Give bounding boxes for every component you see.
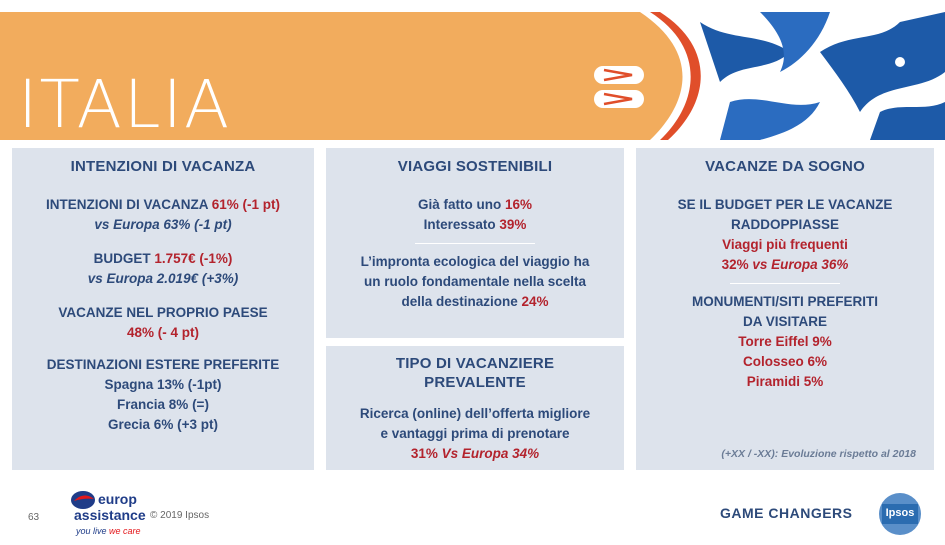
europa-value: vs Europa 36%	[752, 257, 849, 272]
divider	[415, 243, 535, 244]
intenzioni-europa: vs Europa 63% (-1 pt)	[94, 217, 232, 232]
panel-heading: VACANZE DA SOGNO	[705, 158, 865, 175]
ea-tagline	[76, 526, 141, 536]
value: 16%	[504, 197, 533, 212]
destinazione-spagna: Spagna 13% (-1pt)	[104, 377, 222, 392]
vacanze-paese-label: VACANZE NEL PROPRIO PAESE	[58, 305, 268, 320]
impronta-line-2: un ruolo fondamentale nella scelta	[363, 274, 587, 289]
page-number: 63	[28, 512, 40, 523]
monumento-colosseo: Colosseo 6%	[742, 354, 828, 369]
monumento-piramidi: Piramidi 5%	[746, 374, 824, 389]
ipsos-logo	[878, 492, 922, 536]
header-banner	[0, 12, 945, 140]
panel-sostenibili	[326, 148, 624, 338]
europa-value: Vs Europa 34%	[441, 446, 540, 461]
intenzioni-line	[12, 195, 314, 215]
budget-doppio-2: RADDOPPIASSE	[730, 217, 840, 232]
game-changers-text: GAME CHANGERS	[720, 505, 853, 521]
label: BUDGET	[93, 251, 155, 266]
label: Già fatto uno	[417, 197, 505, 212]
budget-doppio-1: SE IL BUDGET PER LE VACANZE	[677, 197, 893, 212]
divider	[730, 283, 840, 284]
budget-europa: vs Europa 2.019€ (+3%)	[87, 271, 239, 286]
panel-heading: INTENZIONI DI VACANZA	[70, 158, 256, 175]
ipsos-text: Ipsos	[885, 507, 915, 519]
panel-heading-2: PREVALENTE	[424, 374, 526, 391]
label: Interessato	[423, 217, 500, 232]
monumenti-label-2: DA VISITARE	[742, 314, 827, 329]
impronta-line-1: L’impronta ecologica del viaggio ha	[360, 254, 590, 269]
flip-flops-icon	[592, 62, 646, 114]
ea-word-bottom: assistance	[74, 507, 146, 523]
budget-line	[12, 249, 314, 269]
value: 39%	[499, 217, 527, 232]
ricerca-value	[326, 444, 624, 464]
panel-heading: VIAGGI SOSTENIBILI	[397, 158, 553, 175]
vacanze-paese-value: 48% (- 4 pt)	[126, 325, 199, 340]
interessato-line	[326, 215, 624, 235]
destinazione-grecia: Grecia 6% (+3 pt)	[108, 417, 218, 432]
copyright: © 2019 Ipsos	[150, 510, 210, 521]
destinazione-francia: Francia 8% (=)	[117, 397, 209, 412]
value: 31%	[410, 446, 442, 461]
tagline-b: we care	[109, 526, 141, 536]
panel-heading-1: TIPO DI VACANZIERE	[395, 355, 555, 372]
ea-word-top: europ	[98, 491, 137, 507]
value: 32%	[721, 257, 753, 272]
footer	[0, 482, 945, 545]
page-title: ITALIA	[18, 66, 232, 140]
panel-intenzioni	[12, 148, 314, 470]
label: della destinazione	[401, 294, 522, 309]
monumenti-label-1: MONUMENTI/SITI PREFERITI	[691, 294, 878, 309]
destinazioni-label: DESTINAZIONI ESTERE PREFERITE	[46, 357, 280, 372]
value: 24%	[521, 294, 549, 309]
value: 1.757€ (-1%)	[154, 251, 233, 266]
value: 61% (-1 pt)	[211, 197, 280, 212]
gia-fatto-line	[326, 195, 624, 215]
viaggi-frequenti: Viaggi più frequenti	[722, 237, 848, 252]
monumento-torre-eiffel: Torre Eiffel 9%	[738, 334, 832, 349]
viaggi-frequenti-value	[636, 255, 934, 275]
evolution-note: (+XX / -XX): Evoluzione rispetto al 2018	[721, 448, 916, 460]
ricerca-line-2: e vantaggi prima di prenotare	[380, 426, 570, 441]
panel-tipo-vacanziere	[326, 346, 624, 470]
ricerca-line-1: Ricerca (online) dell’offerta migliore	[359, 406, 591, 421]
panel-vacanze-sogno	[636, 148, 934, 470]
label: INTENZIONI DI VACANZA	[45, 197, 212, 212]
impronta-line-3	[326, 292, 624, 312]
tagline-a: you live	[76, 526, 110, 536]
europ-assistance-logo	[70, 488, 150, 538]
